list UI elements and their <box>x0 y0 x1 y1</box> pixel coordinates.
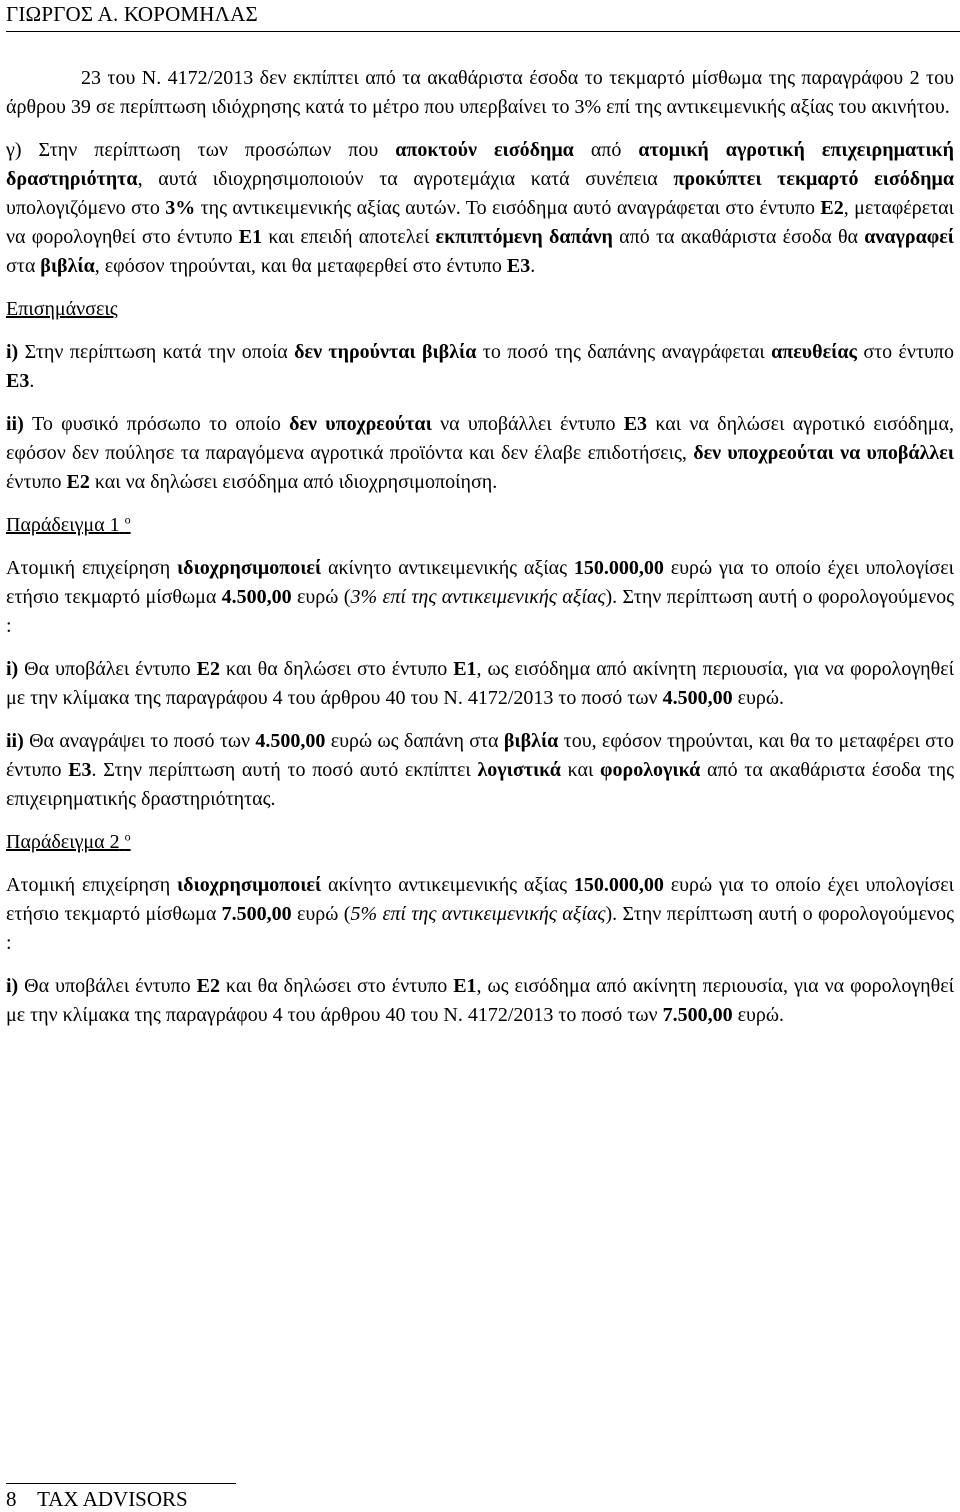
text-run: Στην περίπτωση κατά την οποία <box>18 341 295 363</box>
text-run: , ως εισόδημα από ακίνητη περιουσία, για να φορολογηθεί με την κλίμακα της παραγράφου 4 του άρθρου 40 του Ν. 4172/2013 το ποσό των <box>6 658 954 709</box>
paragraph-c-rural-income <box>6 136 954 281</box>
bold-run: δεν υποχρεούται <box>289 413 432 435</box>
text-run: Ατομική επιχείρηση <box>6 557 177 579</box>
text-run: , αυτά ιδιοχρησιμοποιούν τα αγροτεμάχια κατά συνέπεια <box>137 168 674 190</box>
bold-run: 3% <box>165 197 196 219</box>
bold-run: ii) <box>6 730 24 752</box>
text-run: ευρώ ( <box>291 586 351 608</box>
bold-run: ιδιοχρησιμοποιεί <box>176 557 322 579</box>
page-number: 8 <box>6 1487 17 1511</box>
bold-run: Ε3 <box>6 370 30 392</box>
example-1-item-i <box>6 655 954 713</box>
bold-run: Ε1 <box>453 975 477 997</box>
bold-run: Ε2 <box>196 658 220 680</box>
text-run: ευρώ. <box>732 687 785 709</box>
text-run: της αντικειμενικής αξίας αυτών. Το εισόδημα αυτό αναγράφεται στο έντυπο <box>195 197 821 219</box>
text-run: , εφόσον τηρούνται, και θα μεταφερθεί στο έντυπο <box>94 255 507 277</box>
bold-run: 150.000,00 <box>573 874 664 896</box>
text-run: και επειδή αποτελεί <box>262 226 436 248</box>
text-run: ακίνητο αντικειμενικής αξίας <box>321 557 574 579</box>
bold-run: Ε3 <box>506 255 531 277</box>
bold-run: 4.500,00 <box>255 730 326 752</box>
text-run: από τα ακαθάριστα έσοδα θα <box>612 226 865 248</box>
text-run: του, εφόσον τηρούνται, και θα το μεταφέρει στο έντυπο <box>6 730 954 781</box>
bold-run: i) <box>6 658 19 680</box>
text-run: και <box>560 759 601 781</box>
text-run: ευρώ. <box>732 1004 785 1026</box>
bold-run: Ε2 <box>196 975 220 997</box>
heading-text: Παράδειγμα 1 <box>6 514 120 536</box>
text-run: ευρώ ως δαπάνη στα <box>325 730 504 752</box>
bold-run: προκύπτει τεκμαρτό εισόδημα <box>673 168 954 190</box>
section-heading-notes: Επισημάνσεις <box>6 298 118 320</box>
text-run: . <box>29 370 35 392</box>
bold-run: Ε3 <box>623 413 648 435</box>
running-header: ΓΙΩΡΓΟΣ Α. ΚΟΡΟΜΗΛΑΣ <box>6 2 258 26</box>
spacer <box>6 540 954 554</box>
text-run: έντυπο <box>6 471 67 493</box>
section-heading-example-2 <box>6 828 954 857</box>
bold-run: 150.000,00 <box>573 557 664 579</box>
page-footer <box>6 1486 188 1512</box>
text-run: ). Στην περίπτωση αυτή ο φορολογούμενος : <box>6 903 955 954</box>
text-run: Το φυσικό πρόσωπο το οποίο <box>23 413 290 435</box>
bold-run: Ε2 <box>66 471 90 493</box>
text-run: στα <box>6 255 41 277</box>
bold-run: αποκτούν εισόδημα <box>395 139 574 161</box>
bold-run: δεν τηρούνται βιβλία <box>294 341 477 363</box>
text-run: 23 του Ν. 4172/2013 δεν εκπίπτει από τα ακαθάριστα έσοδα το τεκμαρτό μίσθωμα της παραγράφου 2 του άρθρου 39 σε περίπτωση ιδιόχρησης κατά το μέτρο που υπερβαίνει το 3% επί της αντικειμενικής αξίας του ακινήτου. <box>6 67 954 118</box>
bold-run: i) <box>6 975 19 997</box>
note-ii <box>6 410 954 497</box>
bold-run: 4.500,00 <box>221 586 292 608</box>
example-2-item-i <box>6 972 954 1030</box>
note-i <box>6 338 954 396</box>
spacer <box>6 497 954 511</box>
text-run: από τα ακαθάριστα έσοδα της επιχειρηματικής δραστηριότητας. <box>6 759 955 810</box>
text-run: από <box>573 139 639 161</box>
text-run: το ποσό της δαπάνης αναγράφεται <box>476 341 772 363</box>
italic-run: 3% επί της αντικειμενικής αξίας <box>350 586 606 608</box>
italic-run: 5% επί της αντικειμενικής αξίας <box>350 903 606 925</box>
heading-text: Παράδειγμα 2 <box>6 831 120 853</box>
text-run: να υποβάλλει έντυπο <box>431 413 624 435</box>
bold-run: δεν υποχρεούται να υποβάλλει <box>693 442 954 464</box>
text-run: και να δηλώσει αγροτικό εισόδημα, εφόσον δεν πούλησε τα παραγόμενα αγροτικά προϊόντα και δεν έλαβε επιδοτήσεις, <box>6 413 954 464</box>
bold-run: i) <box>6 341 19 363</box>
bold-run: ii) <box>6 413 24 435</box>
bold-run: 7.500,00 <box>221 903 292 925</box>
text-run: Θα υποβάλει έντυπο <box>18 975 197 997</box>
footer-label: TAX ADVISORS <box>37 1487 188 1511</box>
bold-run: Ε1 <box>453 658 477 680</box>
bold-run: 4.500,00 <box>662 687 733 709</box>
text-run: , ως εισόδημα από ακίνητη περιουσία, για να φορολογηθεί με την κλίμακα της παραγράφου 4 του άρθρου 40 του Ν. 4172/2013 το ποσό των <box>6 975 954 1026</box>
bold-run: βιβλία <box>503 730 559 752</box>
page-body <box>6 64 954 1030</box>
text-run: Θα υποβάλει έντυπο <box>18 658 197 680</box>
bold-run: ιδιοχρησιμοποιεί <box>176 874 322 896</box>
text-run: . Στην περίπτωση αυτή το ποσό αυτό εκπίπτει <box>91 759 478 781</box>
text-run: ακίνητο αντικειμενικής αξίας <box>321 874 574 896</box>
text-run: ευρώ για το οποίο έχει υπολογίσει ετήσιο τεκμαρτό μίσθωμα <box>6 557 954 608</box>
example-1-intro <box>6 554 954 641</box>
text-run: Ατομική επιχείρηση <box>6 874 177 896</box>
spacer <box>6 281 954 295</box>
example-1-item-ii <box>6 727 954 814</box>
ordinal-superscript: ο <box>124 829 131 844</box>
bold-run: Ε3 <box>68 759 92 781</box>
bold-run: Ε1 <box>238 226 263 248</box>
bold-run: βιβλία <box>40 255 95 277</box>
example-2-intro <box>6 871 954 958</box>
text-run: Θα αναγράψει το ποσό των <box>23 730 256 752</box>
bold-run: εκπιπτόμενη δαπάνη <box>435 226 613 248</box>
text-run: ευρώ ( <box>291 903 351 925</box>
bold-run: αναγραφεί <box>864 226 954 248</box>
text-run: στο έντυπο <box>856 341 955 363</box>
text-run: , μεταφέρεται να φορολογηθεί στο έντυπο <box>6 197 954 248</box>
spacer <box>6 857 954 871</box>
bold-run: λογιστικά <box>477 759 561 781</box>
text-run: . <box>530 255 536 277</box>
text-run: ). Στην περίπτωση αυτή ο φορολογούμενος : <box>6 586 955 637</box>
section-heading-example-1 <box>6 511 954 540</box>
bold-run: 7.500,00 <box>662 1004 733 1026</box>
paragraph-continuation <box>6 64 954 122</box>
header-divider <box>6 31 960 32</box>
spacer <box>6 814 954 828</box>
ordinal-superscript: ο <box>124 512 131 527</box>
text-run: και θα δηλώσει στο έντυπο <box>219 658 454 680</box>
bold-run: φορολογικά <box>600 759 701 781</box>
text-run: γ) Στην περίπτωση των προσώπων που <box>6 139 396 161</box>
text-run: και θα δηλώσει στο έντυπο <box>219 975 454 997</box>
text-run: και να δηλώσει εισόδημα από ιδιοχρησιμοποίηση. <box>89 471 498 493</box>
text-run: ευρώ για το οποίο έχει υπολογίσει ετήσιο τεκμαρτό μίσθωμα <box>6 874 954 925</box>
spacer <box>6 324 954 338</box>
bold-run: απευθείας <box>771 341 857 363</box>
bold-run: ατομική αγροτική επιχειρηματική δραστηριότητα <box>6 139 954 190</box>
text-run: υπολογιζόμενο στο <box>6 197 166 219</box>
bold-run: Ε2 <box>820 197 844 219</box>
footer-divider <box>6 1483 236 1484</box>
